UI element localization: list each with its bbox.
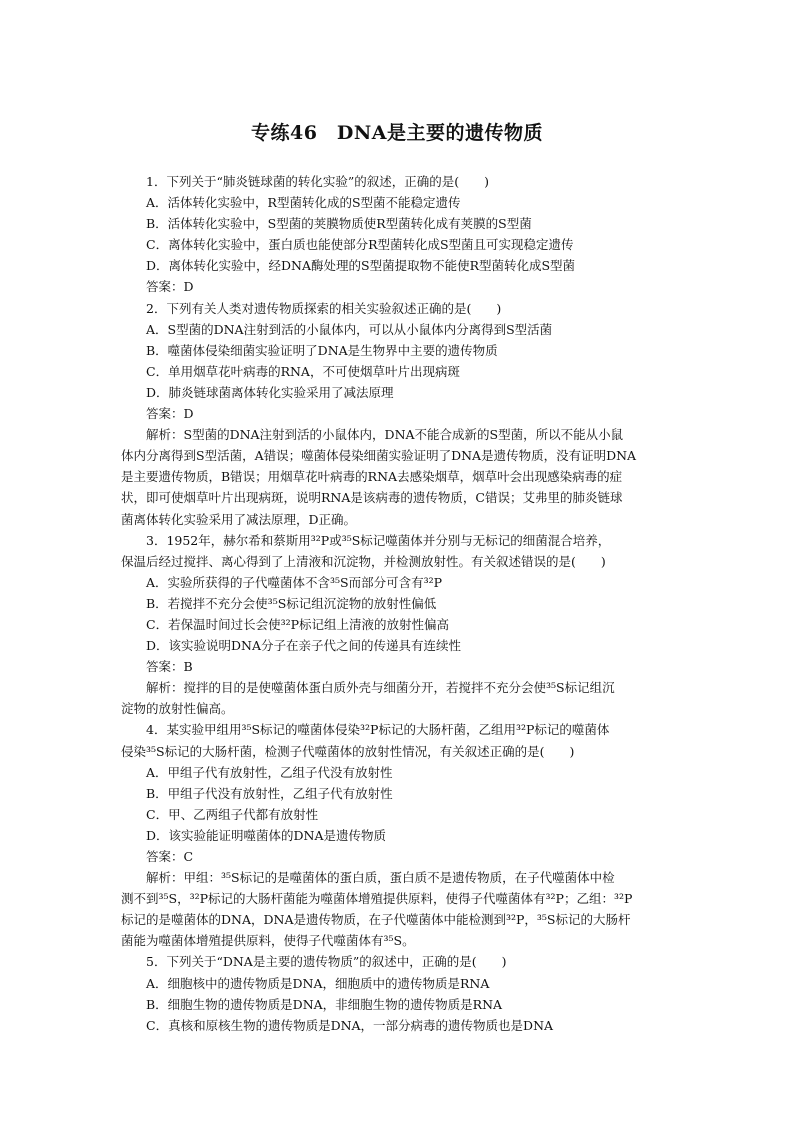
text-line: D．该实验说明DNA分子在亲子代之间的传递具有连续性 [146, 638, 462, 654]
text-line: A．活体转化实验中，R型菌转化成的S型菌不能稳定遗传 [146, 195, 461, 211]
continuation-line: 保温后经过搅拌、离心得到了上清液和沉淀物，并检测放射性。有关叙述错误的是( ) [121, 553, 606, 569]
text-line: A．实验所获得的子代噬菌体不含³⁵S而部分可含有³²P [146, 574, 443, 590]
text-line: D．肺炎链球菌离体转化实验采用了减法原理 [146, 384, 394, 400]
continuation-line: 标记的是噬菌体的DNA，DNA是遗传物质，在子代噬菌体中能检测到³²P，³⁵S标记的大肠杆 [121, 912, 631, 928]
text-line: D．该实验能证明噬菌体的DNA是遗传物质 [146, 827, 387, 843]
text-line: B．活体转化实验中，S型菌的荚膜物质使R型菌转化成有荚膜的S型菌 [146, 216, 532, 232]
text-line: D．离体转化实验中，经DNA酶处理的S型菌提取物不能使R型菌转化成S型菌 [146, 258, 576, 274]
continuation-line: 测不到³⁵S，³²P标记的大肠杆菌能为噬菌体增殖提供原料，使得子代噬菌体有³²P；乙组：³²P [121, 891, 633, 907]
text-line: B．噬菌体侵染细菌实验证明了DNA是生物界中主要的遗传物质 [146, 342, 498, 358]
text-line: C．真核和原核生物的遗传物质是DNA，一部分病毒的遗传物质也是DNA [146, 1017, 554, 1033]
question-line: 3．1952年，赫尔希和蔡斯用³²P或³⁵S标记噬菌体并分别与无标记的细菌混合培养， [146, 532, 611, 548]
text-line: B．甲组子代没有放射性，乙组子代有放射性 [146, 785, 393, 801]
text-line: A．S型菌的DNA注射到活的小鼠体内，可以从小鼠体内分离得到S型活菌 [146, 321, 553, 337]
question-line: 2．下列有关人类对遗传物质探索的相关实验叙述正确的是( ) [146, 300, 502, 316]
text-line: 答案：D [146, 279, 194, 295]
text-line: C．甲、乙两组子代都有放射性 [146, 806, 319, 822]
text-line: 解析：S型菌的DNA注射到活的小鼠体内，DNA不能合成新的S型菌，所以不能从小鼠 [146, 427, 624, 443]
text-line: 答案：C [146, 849, 194, 864]
page-title: 专练46 DNA是主要的遗传物质 [250, 122, 544, 144]
continuation-line: 菌离体转化实验采用了减法原理，D正确。 [121, 511, 357, 527]
text-line: C．单用烟草花叶病毒的RNA，不可使烟草叶片出现病斑 [146, 363, 460, 379]
continuation-line: 体内分离得到S型活菌，A错误；噬菌体侵染细菌实验证明了DNA是遗传物质，没有证明DNA [121, 448, 637, 464]
text-line: 答案：D [146, 406, 194, 422]
document-body [121, 171, 666, 1036]
text-line: 答案：B [146, 659, 193, 675]
text-line: C．离体转化实验中，蛋白质也能使部分R型菌转化成S型菌且可实现稳定遗传 [146, 237, 574, 253]
question-line: 1．下列关于“肺炎链球菌的转化实验”的叙述，正确的是( ) [146, 174, 489, 189]
text-line: C．若保温时间过长会使³²P标记组上清液的放射性偏高 [146, 616, 449, 632]
question-line: 5．下列关于“DNA是主要的遗传物质”的叙述中，正确的是( ) [146, 954, 507, 970]
continuation-line: 是主要遗传物质，B错误；用烟草花叶病毒的RNA去感染烟草，烟草叶会出现感染病毒的症 [121, 469, 623, 485]
text-line: B．若搅拌不充分会使³⁵S标记组沉淀物的放射性偏低 [146, 595, 437, 611]
continuation-line: 淀物的放射性偏高。 [121, 701, 234, 717]
text-line: A．甲组子代有放射性，乙组子代没有放射性 [146, 764, 393, 780]
text-line: 解析：搅拌的目的是使噬菌体蛋白质外壳与细菌分开，若搅拌不充分会使³⁵S标记组沉 [146, 680, 615, 696]
continuation-line: 状，即可使烟草叶片出现病斑，说明RNA是该病毒的遗传物质，C错误；艾弗里的肺炎链球 [121, 490, 623, 506]
continuation-line: 菌能为噬菌体增殖提供原料，使得子代噬菌体有³⁵S。 [121, 933, 415, 949]
text-line: 解析：甲组：³⁵S标记的是噬菌体的蛋白质，蛋白质不是遗传物质，在子代噬菌体中检 [146, 870, 615, 886]
question-line: 4．某实验甲组用³⁵S标记的噬菌体侵染³²P标记的大肠杆菌，乙组用³²P标记的噬菌体 [146, 722, 610, 738]
text-line: B．细胞生物的遗传物质是DNA，非细胞生物的遗传物质是RNA [146, 996, 503, 1012]
text-line: A．细胞核中的遗传物质是DNA，细胞质中的遗传物质是RNA [146, 975, 490, 991]
continuation-line: 侵染³⁵S标记的大肠杆菌，检测子代噬菌体的放射性情况，有关叙述正确的是( ) [121, 743, 575, 759]
